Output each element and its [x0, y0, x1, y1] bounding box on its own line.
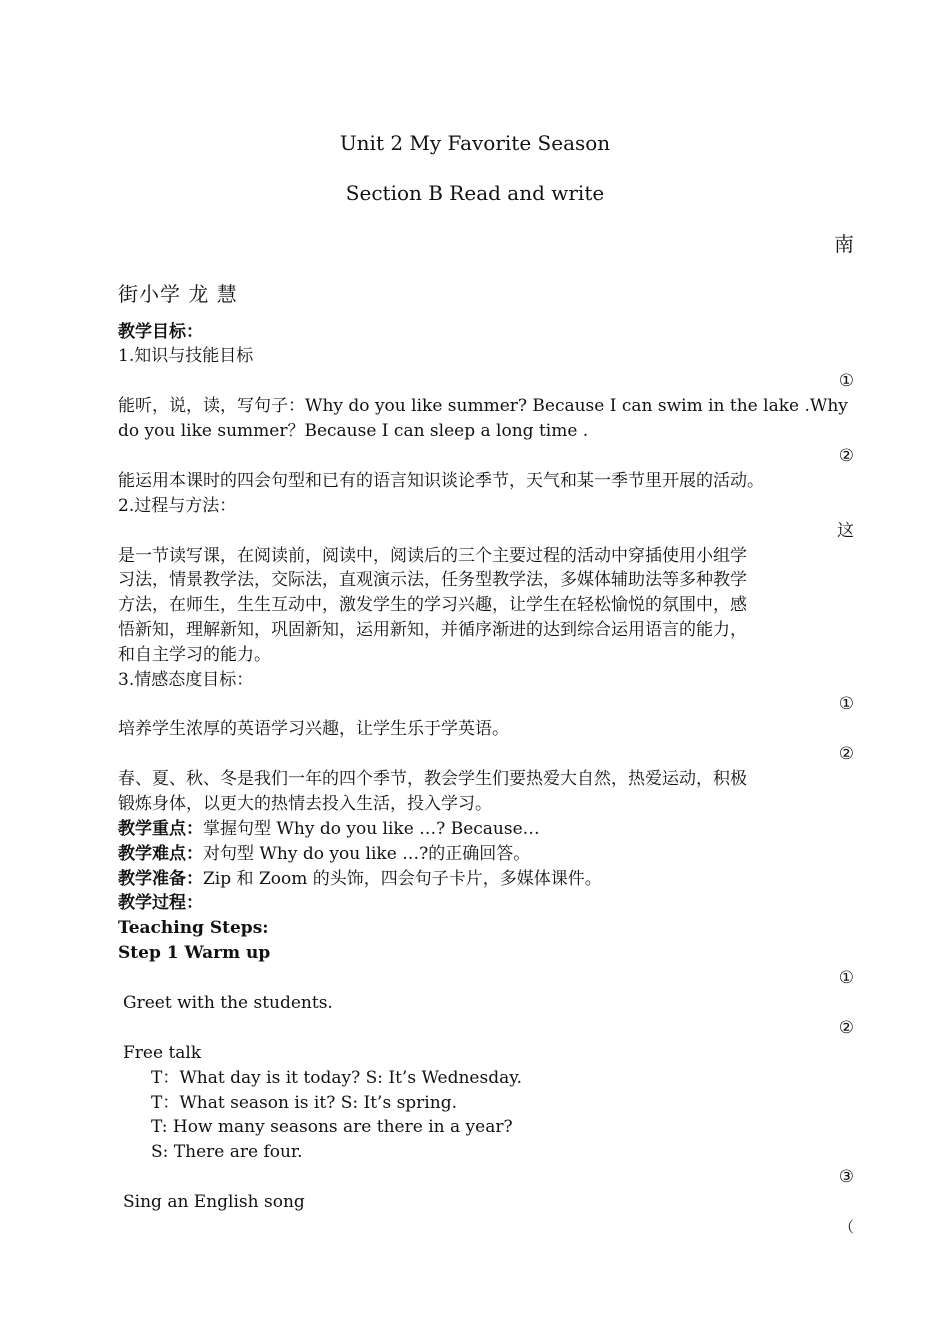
- preparation-text: Zip 和 Zoom 的头饰，四会句子卡片，多媒体课件。: [203, 869, 602, 889]
- open-paren: （: [838, 1218, 854, 1236]
- objective-2-line: 方法，在师生，生生互动中，激发学生的学习兴趣，让学生在轻松愉悦的氛围中，感: [118, 595, 747, 615]
- difficulty-line: [118, 842, 530, 866]
- objective-3-item-2-cont: 锻炼身体，以更大的热情去投入生活，投入学习。: [118, 794, 492, 814]
- key-point-label: 教学重点：: [118, 819, 203, 839]
- objective-2-heading: 2.过程与方法：: [118, 496, 237, 516]
- difficulty-label: 教学难点：: [118, 844, 203, 864]
- circle-marker: ①: [838, 968, 854, 988]
- dialogue-line: S: There are four.: [151, 1142, 303, 1162]
- document-title: Unit 2 My Favorite Season: [339, 131, 611, 155]
- step-1-heading: Step 1 Warm up: [118, 943, 271, 963]
- free-talk-label: Free talk: [123, 1043, 202, 1063]
- circle-marker: ③: [838, 1167, 854, 1187]
- key-point-line: [118, 817, 540, 841]
- dialogue-line: T：What season is it? S: It’s spring.: [151, 1093, 457, 1113]
- author-line: 街小学 龙 慧: [118, 282, 238, 306]
- objectives-heading: 教学目标：: [118, 322, 203, 342]
- sing-song-text: Sing an English song: [123, 1192, 305, 1212]
- circle-marker: ②: [838, 744, 854, 764]
- preparation-label: 教学准备：: [118, 869, 203, 889]
- circle-marker: ①: [838, 371, 854, 391]
- teaching-steps-heading: Teaching Steps:: [118, 918, 269, 938]
- objective-3-heading: 3.情感态度目标：: [118, 670, 254, 690]
- preparation-line: [118, 867, 602, 891]
- objective-2-line: 是一节读写课，在阅读前，阅读中，阅读后的三个主要过程的活动中穿插使用小组学: [118, 546, 747, 566]
- circle-marker: ②: [838, 1018, 854, 1038]
- objective-1-item-1: 能听，说，读，写句子：Why do you like summer? Because I can swim in the lake .Why: [118, 396, 848, 416]
- objective-3-item-2: 春、夏、秋、冬是我们一年的四个季节，教会学生们要热爱大自然，热爱运动，积极: [118, 769, 747, 789]
- difficulty-text: 对句型 Why do you like …?的正确回答。: [203, 844, 531, 864]
- objective-1-heading: 1.知识与技能目标: [118, 346, 254, 366]
- dialogue-line: T: How many seasons are there in a year?: [151, 1117, 513, 1137]
- document-subtitle: Section B Read and write: [345, 181, 605, 205]
- author-line-start: 南: [834, 232, 854, 256]
- objective-1-item-1-cont: do you like summer？Because I can sleep a long time .: [118, 421, 589, 441]
- dialogue-line: T：What day is it today? S: It’s Wednesday.: [151, 1068, 522, 1088]
- greet-text: Greet with the students.: [123, 993, 333, 1013]
- objective-2-line: 悟新知，理解新知，巩固新知，运用新知，并循序渐进的达到综合运用语言的能力，: [118, 620, 747, 640]
- circle-marker: ①: [838, 694, 854, 714]
- objective-2-line: 习法，情景教学法，交际法，直观演示法，任务型教学法，多媒体辅助法等多种教学: [118, 570, 747, 590]
- key-point-text: 掌握句型 Why do you like …? Because…: [203, 819, 540, 839]
- circle-marker: ②: [838, 446, 854, 466]
- objective-1-item-2: 能运用本课时的四会句型和已有的语言知识谈论季节，天气和某一季节里开展的活动。: [118, 471, 764, 491]
- objective-3-item-1: 培养学生浓厚的英语学习兴趣，让学生乐于学英语。: [118, 719, 509, 739]
- process-heading: 教学过程：: [118, 893, 203, 913]
- objective-2-lead: 这: [837, 521, 854, 541]
- objective-2-line: 和自主学习的能力。: [118, 645, 271, 665]
